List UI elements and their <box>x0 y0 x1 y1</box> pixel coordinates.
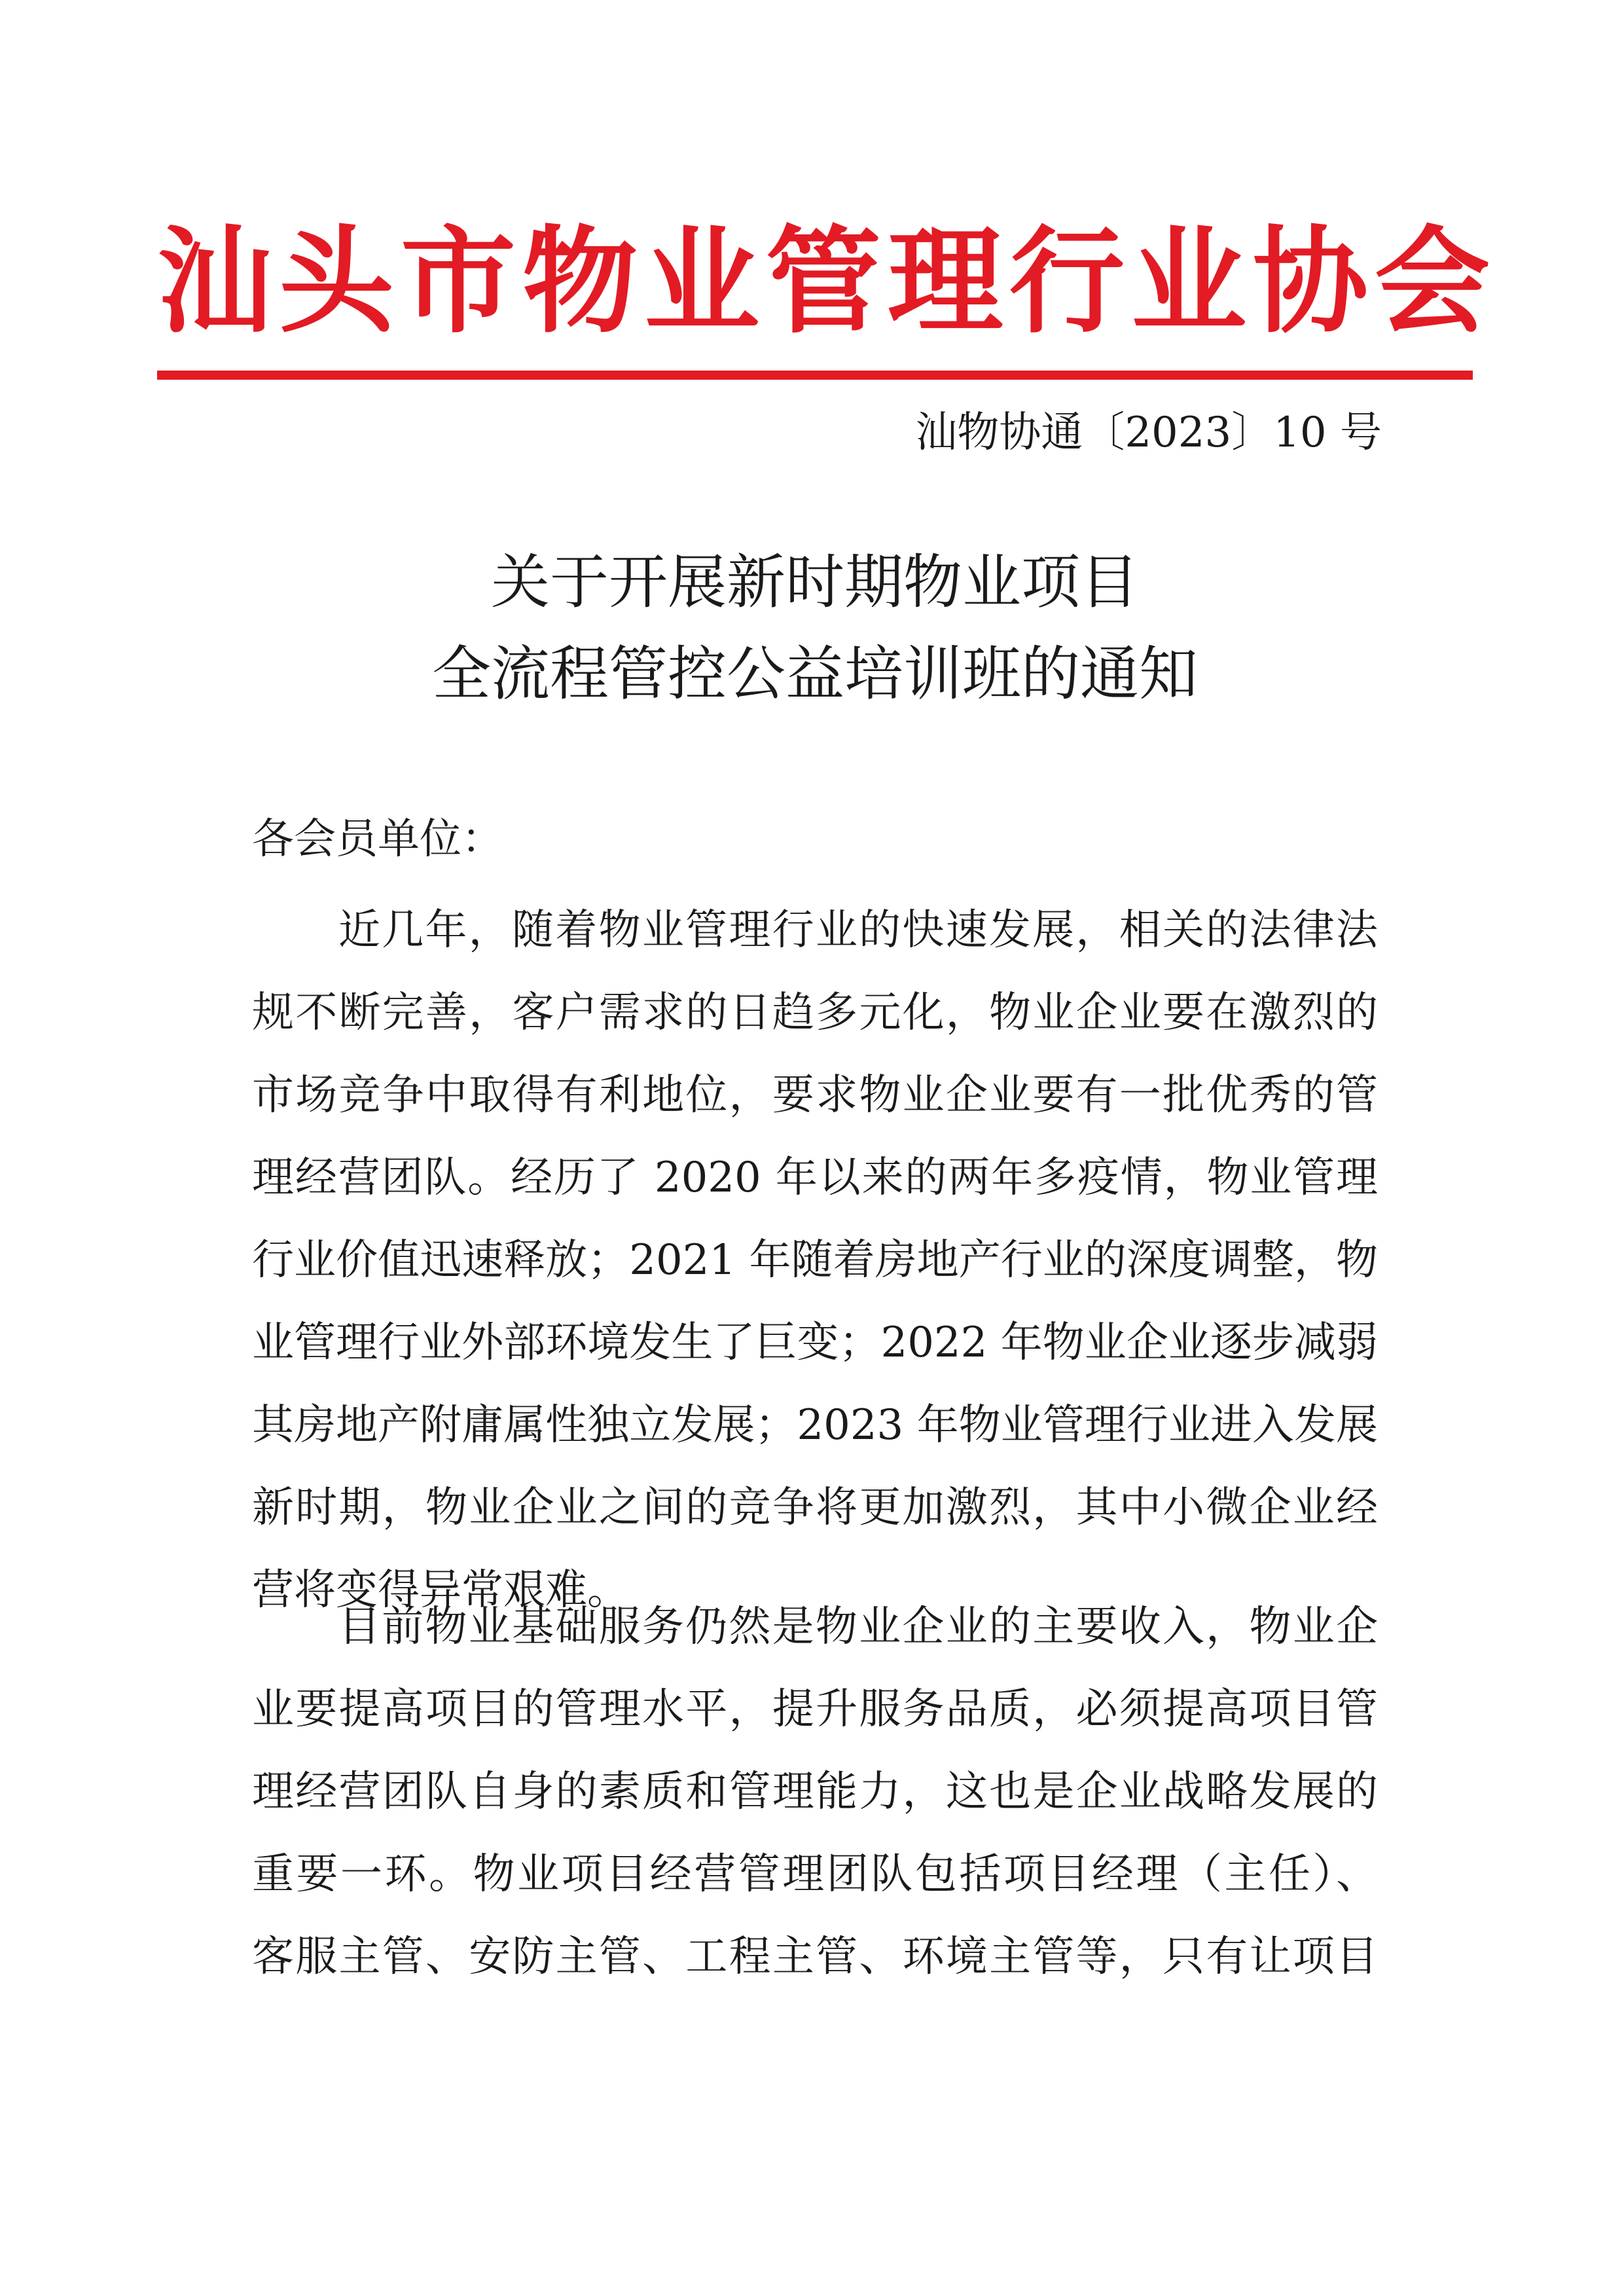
letterhead-red-rule <box>157 371 1473 380</box>
text-line: 业要提高项目的管理水平，提升服务品质，必须提高项目管 <box>252 1685 1378 1734</box>
text-line: 规不断完善，客户需求的日趋多元化，物业企业要在激烈的 <box>252 989 1378 1037</box>
text-line: 近几年，随着物业管理行业的快速发展，相关的法律法 <box>338 906 1378 955</box>
document-title <box>157 537 1473 720</box>
salutation: 各会员单位： <box>252 815 503 864</box>
title-line-1: 关于开展新时期物业项目 <box>491 548 1139 617</box>
text-line: 理经营团队自身的素质和管理能力，这也是企业战略发展的 <box>252 1768 1378 1816</box>
text-line: 营将变得异常艰难。 <box>252 1566 629 1614</box>
paragraph-1 <box>252 889 1378 1631</box>
document-number: 汕物协通〔2023〕10 号 <box>915 409 1382 457</box>
title-line-2: 全流程管控公益培训班的通知 <box>432 640 1198 708</box>
text-line: 理经营团队。经历了 2020 年以来的两年多疫情，物业管理 <box>252 1154 1378 1202</box>
text-line: 行业价值迅速释放；2021 年随着房地产行业的深度调整，物 <box>252 1236 1378 1285</box>
text-line: 其房地产附庸属性独立发展；2023 年物业管理行业进入发展 <box>252 1401 1378 1449</box>
text-line: 新时期，物业企业之间的竞争将更加激烈，其中小微企业经 <box>252 1484 1378 1532</box>
text-line: 市场竞争中取得有利地位，要求物业企业要有一批优秀的管 <box>252 1071 1378 1120</box>
text-line: 业管理行业外部环境发生了巨变；2022 年物业企业逐步减弱 <box>252 1319 1378 1367</box>
paragraph-2 <box>252 1586 1378 1998</box>
organization-letterhead: 汕头市物业管理行业协会 <box>157 213 1497 349</box>
text-line: 重要一环。物业项目经营管理团队包括项目经理（主任）、 <box>252 1850 1378 1899</box>
text-line: 客服主管、安防主管、工程主管、环境主管等，只有让项目 <box>252 1933 1378 1981</box>
text-line: 目前物业基础服务仍然是物业企业的主要收入，物业企 <box>338 1603 1378 1651</box>
